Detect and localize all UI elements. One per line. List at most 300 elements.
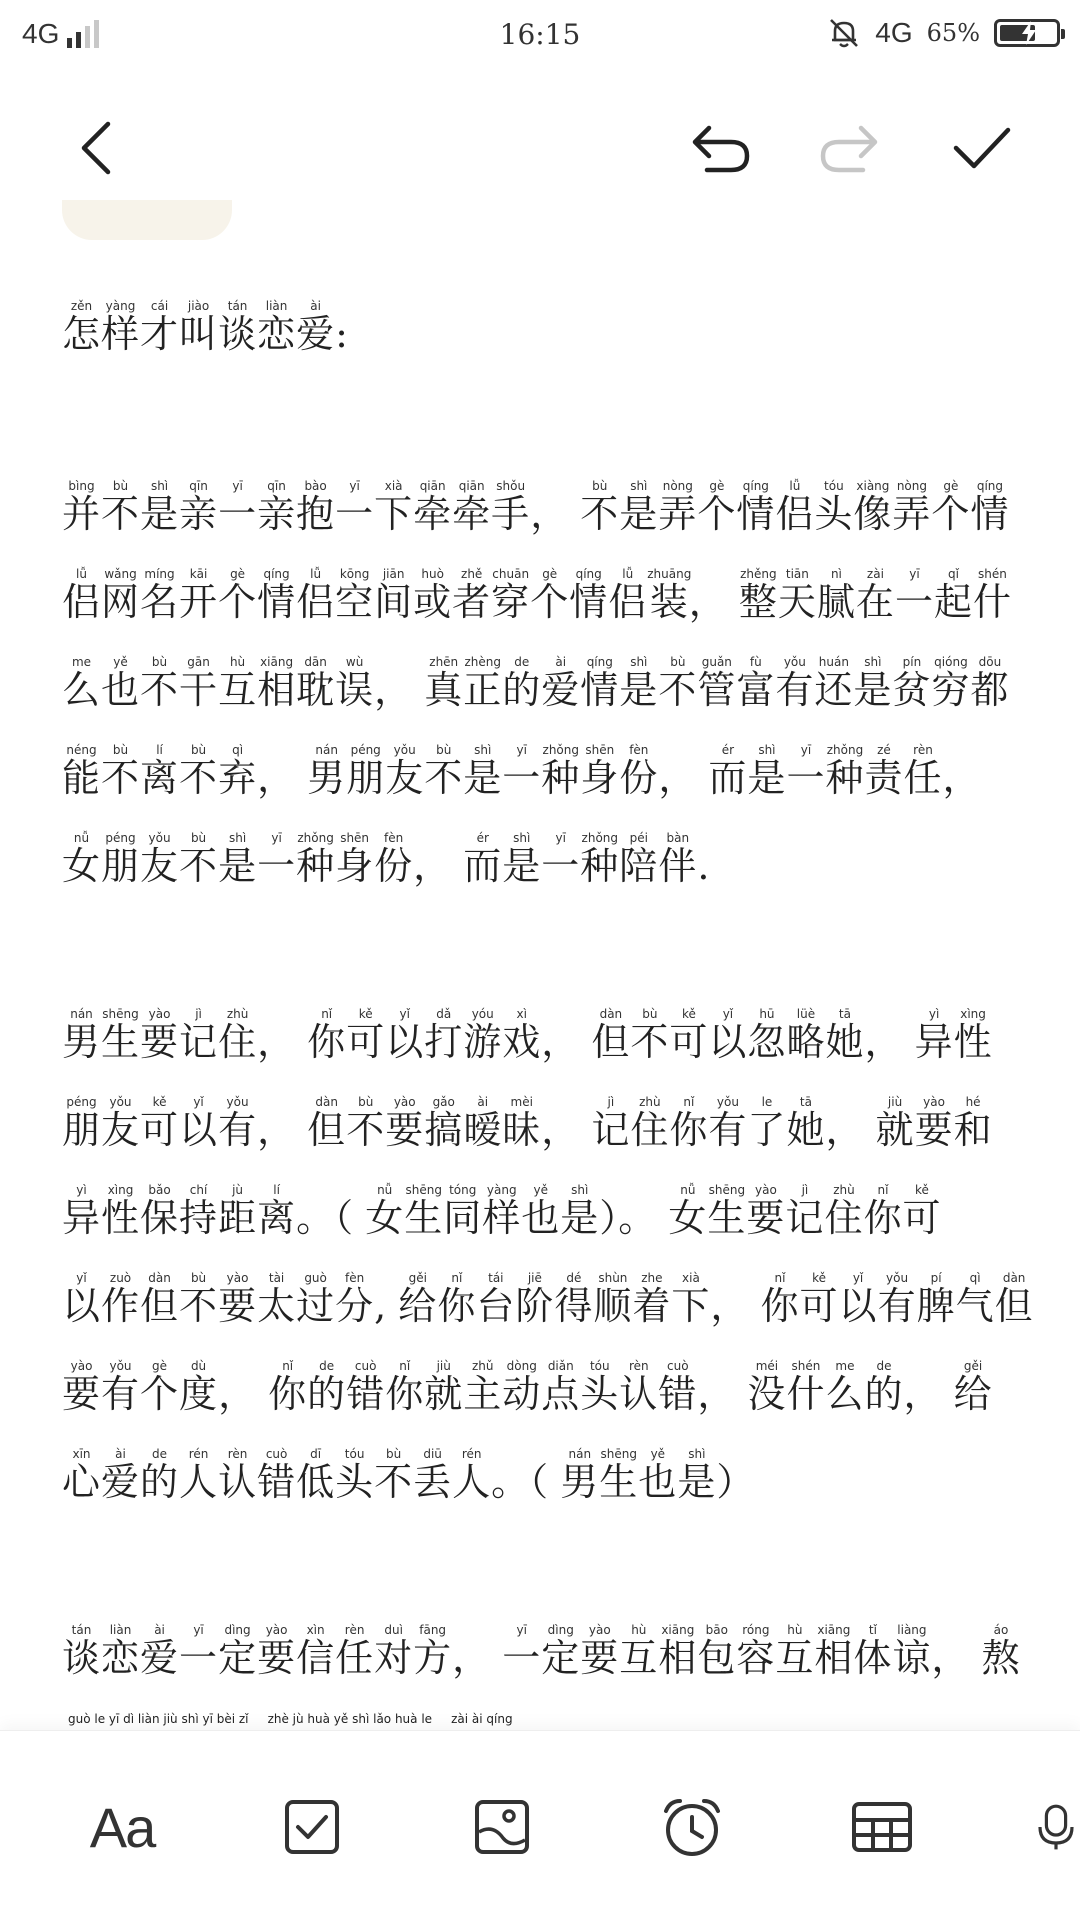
paragraph-gap [62,388,1022,480]
pinyin: zhù [218,1007,258,1021]
annotated-char: 异yì [914,1007,954,1064]
checklist-button[interactable] [262,1777,362,1877]
pinyin: shì [140,479,180,493]
pinyin: shì [218,831,258,845]
done-button[interactable] [944,110,1020,186]
pinyin: fèn [619,743,659,757]
annotated-char: 要yào [746,1183,786,1240]
pinyin: zěn [62,299,102,313]
pinyin: shēng [404,1183,444,1197]
back-button[interactable] [58,110,134,186]
pinyin: jiù [875,1095,915,1109]
annotated-char: 气qì [955,1271,995,1328]
pinyin: qíng [736,479,776,493]
annotated-char: 男nán [62,1007,102,1064]
annotated-char: 不bù [101,743,141,800]
pinyin: nán [62,1007,102,1021]
pinyin: nǐ [760,1271,800,1285]
pinyin: ài [296,299,336,313]
annotated-char: 要yào [62,1359,102,1416]
annotated-char: 人rén [179,1447,219,1504]
annotated-char: 是shì [677,1447,717,1504]
pinyin: fèn [335,1271,375,1285]
annotated-char: 离lí [140,743,180,800]
redo-button[interactable] [812,110,888,186]
scrolled-header-remnant [0,200,1080,246]
pinyin: tóng [443,1183,483,1197]
annotated-char: 你nǐ [385,1359,425,1416]
annotated-char: 你nǐ [437,1271,477,1328]
pinyin: hù [775,1623,815,1637]
annotated-char: 还huán [814,655,854,712]
pinyin: péi [619,831,659,845]
pinyin: xìn [296,1623,336,1637]
annotated-char: 一yī [335,479,375,536]
text-line [62,300,1022,388]
pinyin: cuò [257,1447,297,1461]
annotated-char: 得dé [554,1271,594,1328]
annotated-char: 错cuò [346,1359,386,1416]
annotated-char: 情qíng [970,479,1010,536]
pinyin: qīn [257,479,297,493]
pinyin: lí [257,1183,297,1197]
pinyin: fù [736,655,776,669]
pinyin: ài [101,1447,141,1461]
pinyin: gǎo [424,1095,464,1109]
pinyin: zhù [824,1183,864,1197]
annotated-char: 记jì [179,1007,219,1064]
annotated-char: 的de [307,1359,347,1416]
pinyin: yǒu [708,1095,748,1109]
annotated-char: 朋péng [62,1095,102,1152]
annotated-char: 异yì [62,1183,102,1240]
font-icon: Aa [89,1795,155,1859]
status-right [827,16,1060,50]
pinyin: bù [346,1095,386,1109]
annotated-char: 可kě [346,1007,386,1064]
annotated-char: 不bù [101,479,141,536]
annotated-char: 谈tán [218,299,258,356]
pinyin: lüè [786,1007,826,1021]
pinyin: bù [140,655,180,669]
pinyin: de [140,1447,180,1461]
pinyin: dàn [591,1007,631,1021]
annotated-char: 下xià [671,1271,711,1328]
pinyin: shēn [580,743,620,757]
annotated-char: 不bù [580,479,620,536]
annotated-char: 可kě [902,1183,942,1240]
annotated-char: 空kōng [335,567,375,624]
annotated-char: 开kāi [179,567,219,624]
annotated-char: 太tài [257,1271,297,1328]
annotated-char: 点diǎn [541,1359,581,1416]
annotated-char: 情qíng [569,567,609,624]
annotated-char: 着zhe [632,1271,672,1328]
annotated-char: 作zuò [101,1271,141,1328]
punctuation: ， [541,1108,592,1152]
pinyin: ài [140,1623,180,1637]
pinyin: qiān [413,479,453,493]
annotated-char: 头tóu [335,1447,375,1504]
pinyin: chuān [491,567,531,581]
pinyin: kě [140,1095,180,1109]
annotated-char: 弃qì [218,743,258,800]
pinyin: shén [972,567,1012,581]
annotated-char: 不bù [140,655,180,712]
pinyin: de [502,655,542,669]
annotated-char: 互hù [619,1623,659,1680]
annotated-char: 是shì [502,831,542,888]
pinyin: zhěng [738,567,778,581]
annotated-char: 是shì [747,743,787,800]
punctuation: ， [452,1636,503,1680]
annotated-char: 女nǚ [62,831,102,888]
annotated-char: 才cái [140,299,180,356]
annotated-char: 昧mèi [502,1095,542,1152]
pinyin: xià [374,479,414,493]
category-tag [62,200,232,240]
pinyin: yǒu [101,1095,141,1109]
annotated-char: 脾pí [916,1271,956,1328]
pinyin: yào [914,1095,954,1109]
annotated-char: 友yǒu [101,1095,141,1152]
punctuation: , [374,1284,399,1328]
pinyin: tóu [335,1447,375,1461]
network-type-right: 4G [875,17,913,48]
note-body[interactable] [62,299,1034,1752]
text-line [62,1360,1022,1448]
pinyin: gān [179,655,219,669]
annotated-char: 同tóng [443,1183,483,1240]
annotated-char: 份fèn [619,743,659,800]
punctuation: 。（ [491,1460,561,1504]
annotated-char: 你nǐ [863,1183,903,1240]
pinyin: kāi [179,567,219,581]
annotated-char: 爱ài [101,1447,141,1504]
pinyin: jiān [374,567,414,581]
pinyin: hé [953,1095,993,1109]
pinyin: liàng [892,1623,932,1637]
annotated-char: 男nán [307,743,347,800]
text-line [62,1184,1022,1272]
annotated-char: 男nán [560,1447,600,1504]
pinyin: diǎn [541,1359,581,1373]
annotated-char: 有yǒu [877,1271,917,1328]
pinyin: nǚ [668,1183,708,1197]
pinyin: ài [541,655,581,669]
pinyin: yī [541,831,581,845]
pinyin: ér [463,831,503,845]
annotated-char: 略lüè [786,1007,826,1064]
annotated-char: 是shì [140,479,180,536]
pinyin: dìng [218,1623,258,1637]
pinyin: kě [346,1007,386,1021]
pinyin: gè [218,567,258,581]
punctuation: ）。 [599,1196,669,1240]
pinyin: yào [218,1271,258,1285]
pinyin: bù [101,479,141,493]
annotated-char: 性xìng [953,1007,993,1064]
annotated-char: 者zhě [452,567,492,624]
punctuation: ， [864,1020,915,1064]
annotated-char: 戏xì [502,1007,542,1064]
annotated-char: 不bù [179,1271,219,1328]
pinyin: zhǔ [463,1359,503,1373]
pinyin: qì [955,1271,995,1285]
pinyin: néng [62,743,101,757]
pinyin: shì [463,743,503,757]
annotated-char: 住zhù [630,1095,670,1152]
pinyin: yī [894,567,934,581]
text-line [62,1271,1034,1360]
pinyin: zuò [101,1271,141,1285]
annotated-char: 但dàn [307,1095,347,1152]
network-type-left: 4G [22,18,60,49]
annotated-char: 错cuò [658,1359,698,1416]
annotated-char: 相xiāng [658,1623,698,1680]
pinyin: yǒu [877,1271,917,1285]
pinyin: dàn [140,1271,180,1285]
checkmark-icon [950,122,1014,174]
reminder-button[interactable] [642,1777,742,1877]
annotated-char: 亲qīn [257,479,297,536]
punctuation: ， [710,1284,761,1328]
pinyin: rèn [335,1623,375,1637]
pinyin: shén [786,1359,826,1373]
pinyin: nán [307,743,347,757]
editor-toolbar [0,90,1080,200]
voice-input-button[interactable] [1032,1777,1080,1877]
annotated-char: 就jiù [424,1359,464,1416]
pinyin: yǐ [838,1271,878,1285]
pinyin: yào [62,1359,102,1373]
insert-image-button[interactable] [452,1777,552,1877]
annotated-char: 误wù [335,655,375,712]
pinyin: dī [296,1447,336,1461]
pinyin: huò [413,567,453,581]
annotated-char: 恋liàn [257,299,297,356]
table-icon [850,1800,914,1854]
annotated-char: 相xiāng [257,655,297,712]
pinyin: tiān [777,567,817,581]
annotated-char: 有yǒu [101,1359,141,1416]
pinyin: jì [179,1007,219,1021]
annotated-char: 而ér [463,831,503,888]
annotated-char: 不bù [179,831,219,888]
punctuation: ， [697,1372,748,1416]
pinyin: yào [385,1095,425,1109]
annotated-char: 人rén [452,1447,492,1504]
pinyin: shì [502,831,542,845]
annotated-char: 并bìng [62,479,102,536]
annotated-char: 管guǎn [697,655,737,712]
paragraph-gap [62,1536,1022,1624]
pinyin: yǒu [140,831,180,845]
pinyin: qíng [580,655,620,669]
annotated-char: 爱ài [140,1623,180,1680]
pinyin: nǐ [863,1183,903,1197]
pinyin: lǚ [62,567,102,581]
annotated-char: 动dòng [502,1359,542,1416]
battery-percent: 65% [926,19,980,47]
pinyin: shēng [599,1447,639,1461]
annotated-char: 持chí [179,1183,219,1240]
pinyin: xià [671,1271,711,1285]
pinyin: bāo [697,1623,737,1637]
annotated-char: 顺shùn [593,1271,633,1328]
pinyin: jì [591,1095,631,1109]
bottom-toolbar [0,1730,1080,1921]
annotated-char: 暧ài [463,1095,503,1152]
cut-off-line-pinyin: guò le yī dì liàn jiù shì yī bèi zǐ zhè jù huà yě shì lǎo huà le zài ài qíng [68,1712,513,1726]
pinyin: dù [179,1359,219,1373]
pinyin: lǚ [608,567,648,581]
annotated-char: 女nǚ [668,1183,708,1240]
punctuation: ， [413,844,464,888]
pinyin: rèn [903,743,943,757]
pinyin: zhǒng [296,831,336,845]
pinyin: dǎ [424,1007,464,1021]
annotated-char: 互hù [218,655,258,712]
annotated-char: 侣lǚ [296,567,336,624]
pinyin: shì [853,655,893,669]
pinyin: lǚ [775,479,815,493]
annotated-char: 忽hū [747,1007,787,1064]
text-line [62,568,1022,656]
annotated-char: 富fù [736,655,776,712]
annotated-char: 不bù [630,1007,670,1064]
pinyin: kě [669,1007,709,1021]
annotated-char: 不bù [658,655,698,712]
pinyin: shùn [593,1271,633,1285]
annotated-char: 认rèn [218,1447,258,1504]
pinyin: tán [62,1623,102,1637]
pinyin: nì [816,567,856,581]
pinyin: zhǒng [580,831,620,845]
annotated-char: 牵qiān [413,479,453,536]
mute-bell-icon [827,16,861,50]
annotated-char: 离lí [257,1183,297,1240]
annotated-char: 方fāng [413,1623,453,1680]
annotated-char: 贫pín [892,655,932,712]
text-line [62,1096,1022,1184]
annotated-char: 像xiàng [853,479,893,536]
annotated-char: 是shì [218,831,258,888]
pinyin: me [825,1359,865,1373]
annotated-char: 是shì [560,1183,600,1240]
pinyin: yào [257,1623,297,1637]
font-button[interactable] [72,1777,172,1877]
paragraph-gap [62,920,1022,1008]
annotated-char: 友yǒu [140,831,180,888]
insert-table-button[interactable] [832,1777,932,1877]
pinyin: qīn [179,479,219,493]
annotated-char: 性xìng [101,1183,141,1240]
pinyin: yǐ [385,1007,425,1021]
pinyin: dōu [970,655,1010,669]
pinyin: nán [560,1447,600,1461]
annotated-char: 一yī [541,831,581,888]
annotated-char: 任rèn [335,1623,375,1680]
punctuation: ， [903,1372,954,1416]
text-line [62,656,1022,744]
pinyin: bǎo [140,1183,180,1197]
annotated-char: 名míng [140,567,180,624]
annotated-char: 认rèn [619,1359,659,1416]
pinyin: qíng [569,567,609,581]
punctuation: ， [257,1108,308,1152]
annotated-char: 女nǚ [365,1183,405,1240]
annotated-char: 没méi [747,1359,787,1416]
pinyin: shēng [101,1007,141,1021]
pinyin: yào [746,1183,786,1197]
annotated-char: 记jì [785,1183,825,1240]
pinyin: yī [786,743,826,757]
punctuation: ， [374,668,425,712]
punctuation: ， [931,1636,982,1680]
annotated-char: 弄nòng [892,479,932,536]
annotated-char: 不bù [179,743,219,800]
annotated-char: 以yǐ [385,1007,425,1064]
annotated-char: 可kě [669,1007,709,1064]
annotated-char: 要yào [257,1623,297,1680]
pinyin: méi [747,1359,787,1373]
annotated-char: 侣lǚ [775,479,815,536]
annotated-char: 也yě [521,1183,561,1240]
pinyin: yǐ [179,1095,219,1109]
pinyin: fèn [374,831,414,845]
annotated-char: 不bù [424,743,464,800]
pinyin: qíng [970,479,1010,493]
pinyin: bù [179,743,219,757]
annotated-char: 真zhēn [424,655,464,712]
pinyin: péng [101,831,141,845]
annotated-char: 但dàn [140,1271,180,1328]
annotated-char: 有yǒu [218,1095,258,1152]
pinyin: yǒu [385,743,425,757]
redo-icon [817,120,883,176]
pinyin: me [62,655,102,669]
punctuation: ， [257,756,308,800]
punctuation: ） [716,1460,755,1504]
pinyin: shì [560,1183,600,1197]
annotated-char: 生shēng [599,1447,639,1504]
pinyin: gè [530,567,570,581]
annotated-char: 一yī [894,567,934,624]
annotated-char: 伴bàn [658,831,698,888]
annotated-char: 都dōu [970,655,1010,712]
annotated-char: 生shēng [707,1183,747,1240]
annotated-char: 对duì [374,1623,414,1680]
pinyin: péng [346,743,386,757]
annotated-char: 天tiān [777,567,817,624]
undo-button[interactable] [682,110,758,186]
pinyin: nǚ [365,1183,405,1197]
annotated-char: 牵qiān [452,479,492,536]
pinyin: liàn [101,1623,141,1637]
annotated-char: 错cuò [257,1447,297,1504]
annotated-char: 一yī [218,479,258,536]
annotated-char: 打dǎ [424,1007,464,1064]
pinyin: yào [140,1007,180,1021]
annotated-char: 种zhǒng [296,831,336,888]
pinyin: péng [62,1095,102,1109]
annotated-char: 情qíng [257,567,297,624]
annotated-char: 是shì [463,743,503,800]
annotated-char: 责zé [864,743,904,800]
annotated-char: 不bù [374,1447,414,1504]
annotated-char: 互hù [775,1623,815,1680]
